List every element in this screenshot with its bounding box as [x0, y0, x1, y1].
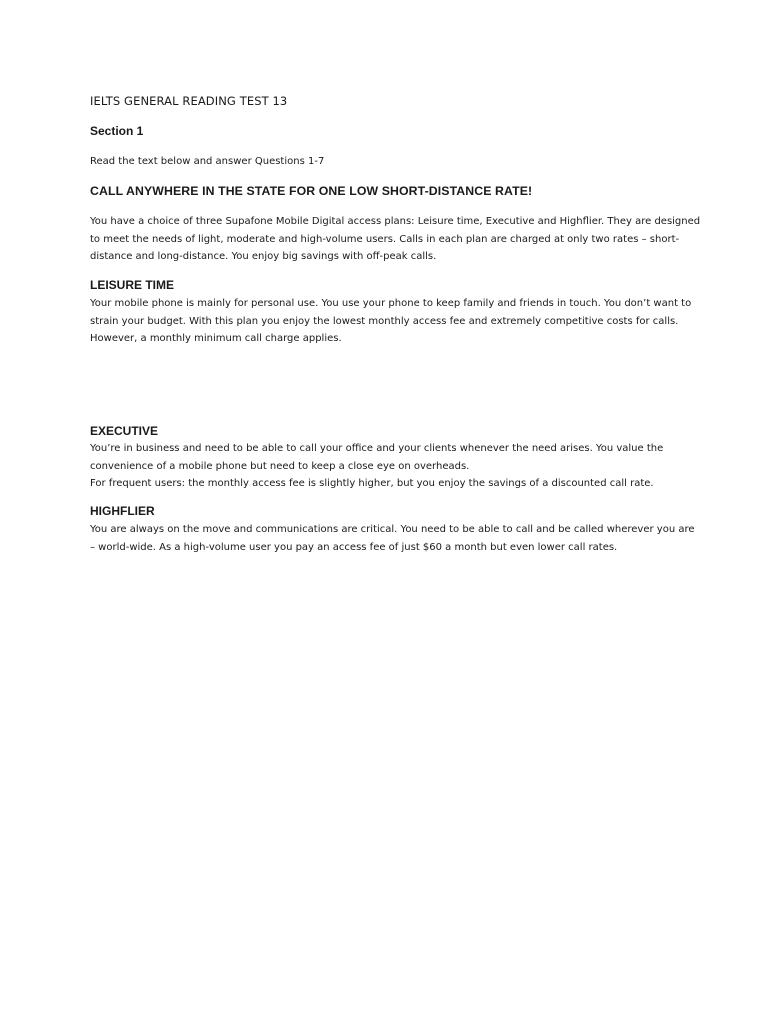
- document-title: IELTS GENERAL READING TEST 13: [90, 94, 288, 108]
- leisure-time-paragraph: [90, 295, 690, 348]
- highflier-paragraph: [90, 521, 695, 556]
- section-label: Section 1: [90, 124, 144, 138]
- paragraph-line: – world-wide. As a high-volume user you pay an access fee of just $60 a month but even lower call rates.: [90, 541, 618, 553]
- paragraph-line: For frequent users: the monthly access fee is slightly higher, but you enjoy the savings of a discounted call rate.: [90, 478, 654, 489]
- executive-paragraph: [90, 440, 690, 493]
- instructions-text: Read the text below and answer Questions 1-7: [90, 156, 325, 167]
- paragraph-line: You are always on the move and communications are critical. You need to be able to call and be called wherever you are: [90, 524, 695, 535]
- highflier-heading: HIGHFLIER: [90, 504, 155, 518]
- intro-line: to meet the needs of light, moderate and high-volume users. Calls in each plan are charged at only two rates – short-: [90, 233, 680, 245]
- executive-heading: EXECUTIVE: [90, 424, 159, 438]
- leisure-time-heading: LEISURE TIME: [90, 278, 175, 292]
- main-heading: CALL ANYWHERE IN THE STATE FOR ONE LOW SHORT-DISTANCE RATE!: [90, 184, 533, 198]
- paragraph-line: You’re in business and need to be able to call your office and your clients whenever the need arises. You value the: [90, 443, 664, 454]
- intro-line: You have a choice of three Supafone Mobile Digital access plans: Leisure time, Executive and Highflier. They are designed: [90, 216, 701, 227]
- paragraph-line: convenience of a mobile phone but need to keep a close eye on overheads.: [90, 460, 470, 472]
- paragraph-line: strain your budget. With this plan you enjoy the lowest monthly access fee and extremely competitive costs for calls.: [90, 315, 679, 327]
- intro-line: distance and long-distance. You enjoy big savings with off-peak calls.: [90, 251, 437, 262]
- intro-paragraph: [90, 213, 701, 266]
- paragraph-line: However, a monthly minimum call charge applies.: [90, 333, 342, 344]
- paragraph-line: Your mobile phone is mainly for personal use. You use your phone to keep family and friends in touch. You don’t want to: [90, 298, 692, 309]
